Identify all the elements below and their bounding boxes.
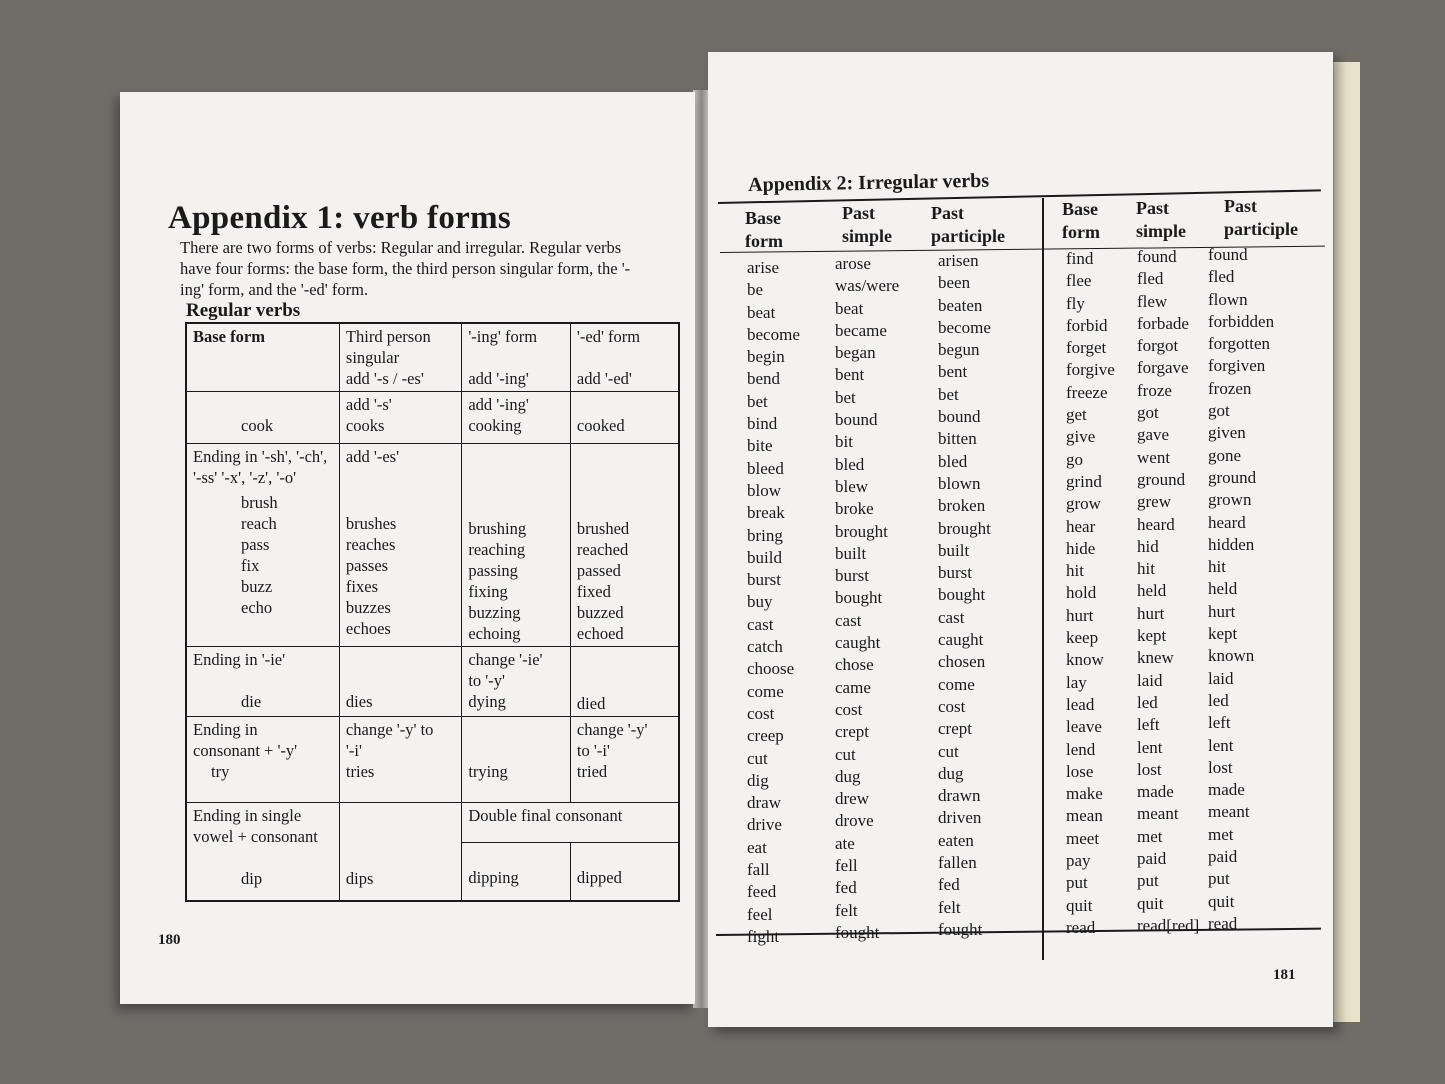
page-edges [1333, 62, 1360, 1022]
verb-base: fight [747, 926, 780, 946]
verb-base: keep [1066, 628, 1099, 648]
verb-base: lend [1066, 739, 1096, 759]
verb-past: dug [835, 766, 861, 786]
verb-participle: felt [938, 897, 961, 917]
verb-base: flee [1066, 271, 1092, 291]
verb-base: be [747, 280, 764, 300]
verb-base: feed [747, 882, 777, 902]
table-cell [339, 803, 461, 901]
verb-participle: arisen [938, 251, 979, 270]
verb-past: met [1137, 826, 1163, 846]
verb-base: fall [747, 860, 770, 880]
verb-base: begin [747, 347, 785, 367]
verb-participle: read [1208, 913, 1238, 933]
verb-base: become [747, 324, 800, 344]
verb-past: caught [835, 633, 881, 653]
verb-past: gave [1137, 425, 1170, 445]
verb-past: beat [835, 298, 864, 318]
page-number: 180 [158, 932, 181, 948]
verb-base: dip [241, 869, 263, 888]
verb-participle: left [1208, 713, 1231, 733]
verb-participle: lent [1208, 735, 1234, 755]
header-rule: add '-ing' [468, 369, 529, 388]
verb-past: found [1137, 247, 1177, 266]
verb-base: grow [1066, 494, 1101, 514]
verb-base: go [1066, 449, 1083, 469]
table-cell [462, 392, 571, 444]
verb-base: quit [1066, 895, 1093, 915]
header-cell [570, 323, 679, 392]
verb-participle: brought [938, 518, 991, 538]
table-header-row [186, 323, 679, 392]
verb-past: made [1137, 782, 1174, 802]
verb-past: became [835, 320, 887, 340]
verb-participle: heard [1208, 512, 1246, 532]
verb-base: freeze [1066, 382, 1108, 402]
table-row [186, 392, 679, 444]
verb-participle: grown [1208, 490, 1252, 510]
table-cell [186, 392, 339, 444]
rule-text: add '-s' [345, 395, 392, 414]
table-cell [462, 803, 679, 843]
verb-base: cost [747, 703, 775, 723]
table-cell [462, 444, 571, 647]
verb-past: hid [1137, 536, 1159, 556]
verb-base: hear [1066, 516, 1096, 536]
verb-past: flew [1137, 291, 1168, 311]
verb-participle: driven [938, 808, 982, 828]
verb-participle: forgiven [1208, 356, 1266, 376]
table-cell [570, 647, 679, 717]
verb-base: bleed [747, 458, 784, 478]
verb-base: hide [1066, 538, 1096, 558]
verb-past: bled [835, 454, 865, 474]
verb-third-person: tries [345, 762, 375, 781]
verb-participle: given [1208, 423, 1246, 443]
verb-participle: lost [1208, 757, 1233, 777]
verb-participle: found [1208, 245, 1248, 264]
verb-base: mean [1066, 806, 1103, 826]
table-cell [339, 392, 461, 444]
table-cell [186, 803, 339, 901]
base-form-column [1066, 248, 1115, 939]
verb-past: forgot [1137, 336, 1179, 356]
header-past-simple: Past simple [1136, 198, 1187, 241]
verb-participle: laid [1208, 668, 1234, 688]
verb-base: hurt [1066, 605, 1094, 625]
verb-past: cut [835, 744, 856, 764]
regular-verbs-heading: Regular verbs [186, 300, 301, 321]
past-simple-column [835, 253, 899, 944]
verb-ing: trying [468, 762, 508, 781]
header-ing-form: '-ing' form [468, 327, 538, 346]
table-row [186, 717, 679, 803]
verb-participle: caught [938, 630, 984, 650]
header-cell [339, 323, 461, 392]
verb-base: build [747, 547, 782, 567]
verb-base: lead [1066, 694, 1095, 714]
header-past-simple: Past simple [842, 203, 893, 246]
header-base-form: Base form [745, 208, 783, 251]
verb-base: find [1066, 249, 1094, 268]
verb-participle: frozen [1208, 378, 1252, 398]
verb-past: left [1137, 715, 1160, 735]
verb-participle: begun [938, 340, 980, 360]
verb-base: bet [747, 391, 768, 411]
verb-past: broke [835, 499, 874, 519]
verb-participle: broken [938, 496, 986, 516]
verb-past: forgave [1137, 358, 1189, 378]
table-cell [186, 647, 339, 717]
verb-base: arise [747, 258, 780, 277]
verb-base: bind [747, 414, 778, 434]
table-cell [570, 392, 679, 444]
verb-ed: died [576, 694, 606, 713]
verb-past: paid [1137, 849, 1167, 869]
verb-base: buy [747, 592, 773, 612]
verb-base: lay [1066, 672, 1087, 692]
verb-base: pay [1066, 851, 1091, 871]
verb-base: brush reach pass fix buzz echo [241, 493, 278, 617]
verb-past: bound [835, 410, 878, 430]
verb-past: ground [1137, 469, 1186, 489]
table-cell [186, 444, 339, 647]
verb-past: came [835, 677, 871, 697]
verb-past: crept [835, 722, 869, 742]
verb-past: arose [835, 254, 871, 273]
verb-base: lose [1066, 761, 1094, 781]
verb-past: lent [1137, 737, 1163, 757]
verb-participle: been [938, 273, 971, 293]
header-past-participle: Past participle [931, 203, 1005, 246]
verb-participle: gone [1208, 445, 1242, 465]
verb-base: hold [1066, 583, 1097, 603]
header-third-person: Third person singular [345, 327, 431, 367]
row-label: Ending in single vowel + consonant [193, 806, 318, 846]
verb-past: drove [835, 811, 874, 831]
page-number: 181 [1273, 967, 1296, 983]
verb-participle: fed [938, 875, 960, 895]
verb-past: knew [1137, 648, 1174, 668]
verb-base: know [1066, 650, 1104, 670]
verb-base: make [1066, 784, 1103, 804]
verb-past: chose [835, 655, 874, 675]
header-rule: add '-s / -es' [345, 369, 424, 388]
verb-participle: forgotten [1208, 334, 1271, 354]
verb-past: bit [835, 432, 853, 452]
verb-past: went [1137, 447, 1171, 467]
header-base-form: Base form [1062, 199, 1100, 242]
rule-text: change '-ie' to '-y' [468, 650, 543, 690]
verb-participle: fled [1208, 267, 1235, 287]
verb-participle: bound [938, 407, 981, 427]
table-row [186, 803, 679, 843]
verb-past: read[red] [1137, 915, 1200, 935]
verb-base: catch [747, 637, 783, 657]
appendix-1-title: Appendix 1: verb forms [168, 200, 512, 236]
verb-past: bought [835, 588, 883, 608]
verb-past: heard [1137, 514, 1175, 534]
verb-base: bring [747, 525, 783, 545]
verb-past: began [835, 343, 876, 363]
verb-base: forget [1066, 338, 1107, 358]
verb-base: put [1066, 873, 1088, 893]
verb-participle: led [1208, 690, 1229, 710]
verb-past: felt [835, 900, 858, 920]
left-page [120, 92, 695, 1004]
verb-participle: become [938, 317, 991, 337]
verb-participle: chosen [938, 652, 986, 672]
verb-participle: crept [938, 719, 972, 739]
verb-past: kept [1137, 626, 1167, 646]
appendix-1-intro: There are two forms of verbs: Regular and irregular. Regular verbs have four forms: the base form, the third person singular form, the '-ing' form, and the '-ed' form. [180, 238, 631, 299]
column-divider [1042, 198, 1044, 960]
verb-participle: built [938, 540, 970, 560]
verb-participle: blown [938, 473, 981, 493]
verb-base: try [211, 762, 230, 781]
row-label: Ending in consonant + '-y' [193, 720, 298, 760]
verb-participle: made [1208, 780, 1245, 800]
verb-participle: hurt [1208, 601, 1236, 621]
regular-verbs-table [185, 322, 680, 902]
verb-past: bet [835, 387, 856, 407]
header-base-form: Base form [193, 327, 265, 346]
verb-third-person: cooks [345, 416, 385, 435]
verb-ing: cooking [468, 416, 522, 435]
verb-base: grind [1066, 471, 1102, 491]
verb-base: fly [1066, 293, 1085, 313]
row-label: Ending in '-sh', '-ch', '-ss' '-x', '-z', '-o' [193, 447, 328, 487]
past-participle-column [938, 250, 991, 941]
past-simple-column [1137, 246, 1199, 937]
verb-past: laid [1137, 670, 1163, 690]
verb-participle: dug [938, 763, 964, 783]
verb-past: forbade [1137, 313, 1189, 333]
verb-base: bend [747, 369, 781, 389]
verb-past: was/were [835, 276, 900, 296]
verb-past: ate [835, 833, 855, 853]
header-cell [186, 323, 339, 392]
verb-base: meet [1066, 828, 1100, 848]
table-cell [339, 647, 461, 717]
verb-base: creep [747, 726, 784, 746]
verb-past: fell [835, 856, 858, 876]
rule-text: add '-ing' [468, 395, 529, 414]
verb-base: read [1066, 917, 1096, 937]
table-row [186, 647, 679, 717]
verb-past: cast [835, 610, 862, 630]
table-cell [570, 444, 679, 647]
table-cell [570, 717, 679, 803]
verb-participle: bet [938, 384, 959, 404]
verb-past: hurt [1137, 603, 1165, 623]
verb-past: meant [1137, 804, 1179, 824]
verb-participle: held [1208, 579, 1238, 599]
verb-past: fed [835, 878, 857, 898]
rule-text: add '-es' [345, 447, 400, 466]
header-rule: add '-ed' [576, 369, 632, 388]
verb-participle: flown [1208, 289, 1248, 309]
verb-past: got [1137, 403, 1159, 423]
verb-ed: dipped [576, 868, 622, 887]
verb-base: eat [747, 837, 767, 857]
rule-text: change '-y' to '-i' [576, 720, 648, 760]
verb-past: lost [1137, 759, 1162, 779]
verb-base: get [1066, 405, 1087, 425]
verb-base: hit [1066, 561, 1084, 581]
rule-text: change '-y' to '-i' [345, 720, 434, 760]
verb-participle: cast [938, 607, 965, 627]
table-cell [339, 444, 461, 647]
verb-past: led [1137, 692, 1158, 712]
verb-past: drew [835, 789, 869, 809]
verb-participle: kept [1208, 624, 1238, 644]
verb-participle: known [1208, 646, 1255, 666]
verb-third-person: dies [345, 692, 373, 711]
verb-past: cost [835, 699, 863, 719]
verb-participle: fought [938, 919, 983, 939]
verb-past: put [1137, 871, 1159, 891]
table-row [186, 444, 679, 647]
verb-base: cast [747, 614, 774, 634]
verb-base: drive [747, 815, 782, 835]
verb-participle: beaten [938, 295, 983, 315]
verb-participle: eaten [938, 830, 974, 850]
verb-participle: got [1208, 401, 1230, 421]
verb-past: quit [1137, 893, 1164, 913]
verb-past: blew [835, 476, 869, 496]
verb-participle: drawn [938, 786, 981, 806]
verb-base: choose [747, 659, 795, 679]
verb-participle: bitten [938, 429, 977, 449]
verb-past: brought [835, 521, 888, 541]
verb-base: burst [747, 570, 781, 590]
verb-base: cut [747, 748, 768, 768]
verb-past: burst [835, 566, 869, 586]
verb-past: fought [835, 922, 880, 942]
verb-participle: quit [1208, 891, 1235, 911]
table-cell [339, 717, 461, 803]
appendix-2-title: Appendix 2: Irregular verbs [748, 169, 990, 196]
verb-base: bite [747, 436, 773, 456]
verb-participle: hit [1208, 557, 1226, 577]
past-participle-column [1208, 244, 1274, 935]
verb-participle: bent [938, 362, 968, 382]
verb-participle: hidden [1208, 534, 1255, 554]
table-cell [186, 717, 339, 803]
verb-participle: bought [938, 585, 986, 605]
verb-base: feel [747, 904, 773, 924]
verb-ed: cooked [576, 416, 625, 435]
table-cell [462, 717, 571, 803]
verb-ing: brushing reaching passing fixing buzzing echoing [468, 519, 527, 643]
right-page [708, 52, 1333, 1027]
verb-third-person: brushes reaches passes fixes buzzes echoes [345, 514, 397, 638]
verb-participle: cut [938, 741, 959, 761]
verb-participle: forbidden [1208, 311, 1275, 331]
verb-past: froze [1137, 380, 1172, 400]
verb-participle: come [938, 674, 975, 694]
verb-ed: tried [576, 762, 608, 781]
verb-third-person: dips [345, 869, 374, 888]
header-ed-form: '-ed' form [576, 327, 641, 346]
verb-base: break [747, 503, 785, 523]
base-form-column [747, 257, 800, 948]
verb-base: cook [241, 416, 274, 435]
verb-participle: fallen [938, 853, 977, 873]
verb-participle: paid [1208, 847, 1238, 867]
verb-participle: meant [1208, 802, 1250, 822]
verb-ing: dipping [468, 868, 519, 887]
verb-past: hit [1137, 559, 1155, 579]
verb-base: beat [747, 302, 776, 322]
verb-past: built [835, 543, 867, 563]
verb-base: leave [1066, 717, 1102, 737]
header-past-participle: Past participle [1224, 196, 1298, 239]
verb-participle: burst [938, 563, 972, 583]
verb-ed: brushed reached passed fixed buzzed echoed [576, 519, 630, 643]
rule-text: Double final consonant [468, 806, 623, 825]
verb-past: bent [835, 365, 865, 385]
verb-base: forgive [1066, 360, 1115, 380]
verb-participle: bled [938, 451, 968, 471]
table-cell [570, 843, 679, 901]
verb-participle: cost [938, 696, 966, 716]
verb-ing: dying [468, 692, 506, 711]
verb-past: held [1137, 581, 1167, 601]
verb-base: dig [747, 770, 769, 790]
verb-past: fled [1137, 269, 1164, 289]
verb-base: give [1066, 427, 1096, 447]
verb-participle: ground [1208, 467, 1257, 487]
verb-base: forbid [1066, 315, 1108, 335]
verb-past: grew [1137, 492, 1171, 512]
verb-base: draw [747, 793, 781, 813]
row-label: Ending in '-ie' [193, 650, 286, 669]
verb-participle: put [1208, 869, 1230, 889]
table-cell [462, 843, 571, 901]
verb-participle: met [1208, 824, 1234, 844]
header-cell [462, 323, 571, 392]
table-cell [462, 647, 571, 717]
verb-base: come [747, 681, 784, 701]
verb-base: blow [747, 480, 781, 500]
verb-base: die [241, 692, 262, 711]
